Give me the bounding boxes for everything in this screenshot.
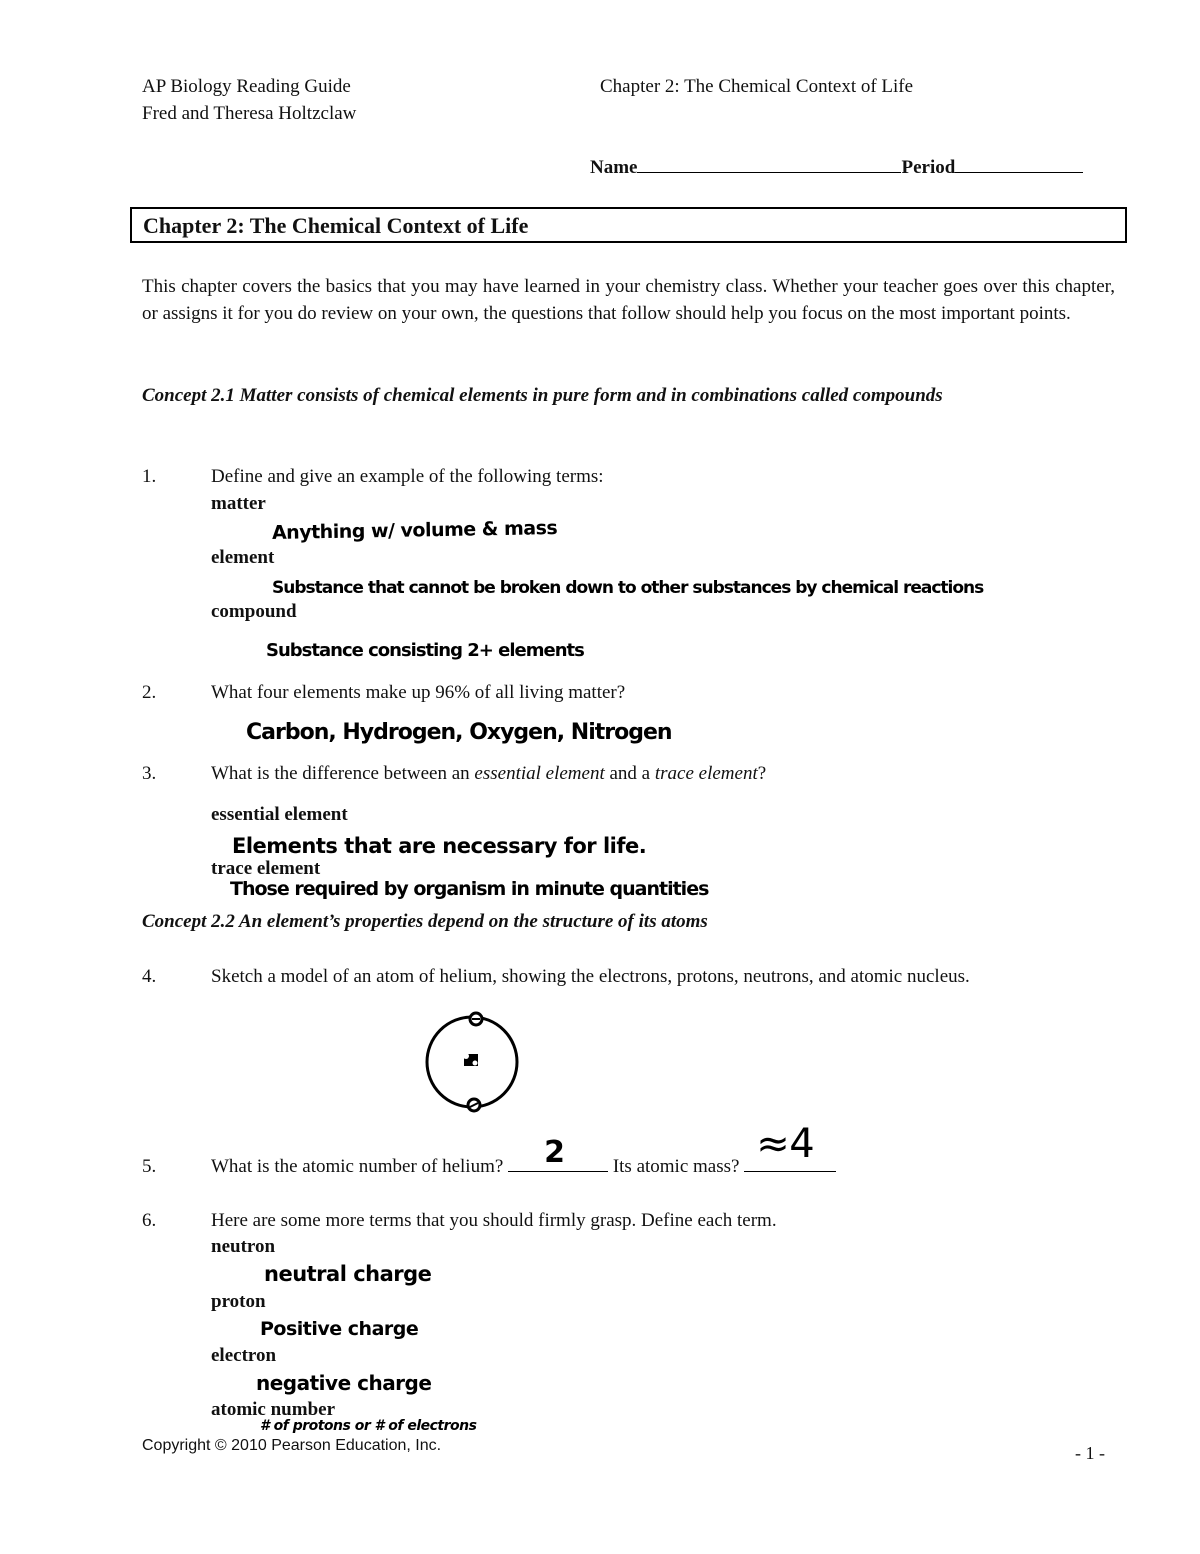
chapter-title: Chapter 2: The Chemical Context of Life [143, 213, 529, 238]
nucleus [463, 1053, 478, 1066]
q6-term-proton: proton [211, 1291, 266, 1312]
q6-answer-neutron: neutral charge [264, 1262, 432, 1286]
copyright: Copyright © 2010 Pearson Education, Inc. [142, 1437, 442, 1454]
name-label: Name [590, 157, 638, 178]
period-label: Period [901, 157, 956, 178]
q2-prompt: What four elements make up 96% of all living matter? [211, 682, 626, 703]
q5-number: 5. [142, 1156, 157, 1177]
name-blank[interactable] [637, 154, 901, 173]
q3-prompt: What is the difference between an essential element and a trace element? [211, 763, 767, 784]
q3-answer-trace: Those required by organism in minute quantities [230, 878, 709, 900]
q6-term-electron: electron [211, 1345, 277, 1366]
electron-bottom [468, 1099, 480, 1111]
q1-answer-compound: Substance consisting 2+ elements [266, 640, 584, 661]
q6-answer-electron: negative charge [256, 1371, 432, 1395]
q1-answer-matter: Anything w/ volume & mass [271, 517, 558, 544]
header-chapter: Chapter 2: The Chemical Context of Life [600, 76, 914, 97]
q6-term-atomic-number: atomic number [211, 1399, 336, 1420]
concept-2-1-heading: Concept 2.1 Matter consists of chemical elements in pure form and in combinations called compounds [142, 385, 943, 406]
q1-answer-element: Substance that cannot be broken down to other substances by chemical reactions [272, 578, 984, 598]
q6-answer-atomic-number: # of protons or # of electrons [260, 1418, 477, 1434]
header-guide-title: AP Biology Reading Guide [142, 76, 351, 97]
q1-number: 1. [142, 466, 157, 487]
atomic-mass-blank[interactable] [744, 1121, 836, 1172]
q3-number: 3. [142, 763, 157, 784]
concept-2-2-heading: Concept 2.2 An element’s properties depend on the structure of its atoms [142, 911, 708, 932]
q3-term-trace: trace element [211, 858, 321, 879]
atomic-number-blank[interactable] [508, 1135, 608, 1172]
q1-term-compound: compound [211, 601, 297, 622]
q4-prompt: Sketch a model of an atom of helium, showing the electrons, protons, neutrons, and atomic nucleus. [211, 966, 970, 987]
q1-prompt: Define and give an example of the following terms: [211, 466, 604, 487]
q3-answer-essential: Elements that are necessary for life. [232, 834, 647, 858]
q2-number: 2. [142, 682, 157, 703]
q5-prompt: What is the atomic number of helium? 2 Its atomic mass? ≈4 [211, 1153, 836, 1180]
period-blank[interactable] [955, 154, 1083, 173]
q6-term-neutron: neutron [211, 1236, 276, 1257]
q6-number: 6. [142, 1210, 157, 1231]
q2-answer: Carbon, Hydrogen, Oxygen, Nitrogen [246, 720, 672, 745]
q3-term-essential: essential element [211, 804, 348, 825]
atomic-number-answer: 2 [544, 1135, 565, 1170]
page-number: - 1 - [1075, 1443, 1105, 1463]
q6-answer-proton: Positive charge [260, 1318, 419, 1340]
chapter-title-box [130, 207, 1127, 243]
header-authors: Fred and Theresa Holtzclaw [142, 103, 357, 124]
helium-atom-sketch [420, 1008, 530, 1118]
q1-term-element: element [211, 547, 275, 568]
q4-number: 4. [142, 966, 157, 987]
q6-prompt: Here are some more terms that you should firmly grasp. Define each term. [211, 1210, 777, 1231]
electron-top [470, 1013, 482, 1025]
atomic-mass-answer: ≈4 [756, 1121, 815, 1167]
name-period-line [590, 154, 1083, 181]
q1-term-matter: matter [211, 493, 266, 514]
intro-paragraph: This chapter covers the basics that you may have learned in your chemistry class. Whether your teacher goes over this chapter, or assigns it for you do review on your own, the questions that follow should help you focus on the most important points. [142, 276, 1115, 324]
